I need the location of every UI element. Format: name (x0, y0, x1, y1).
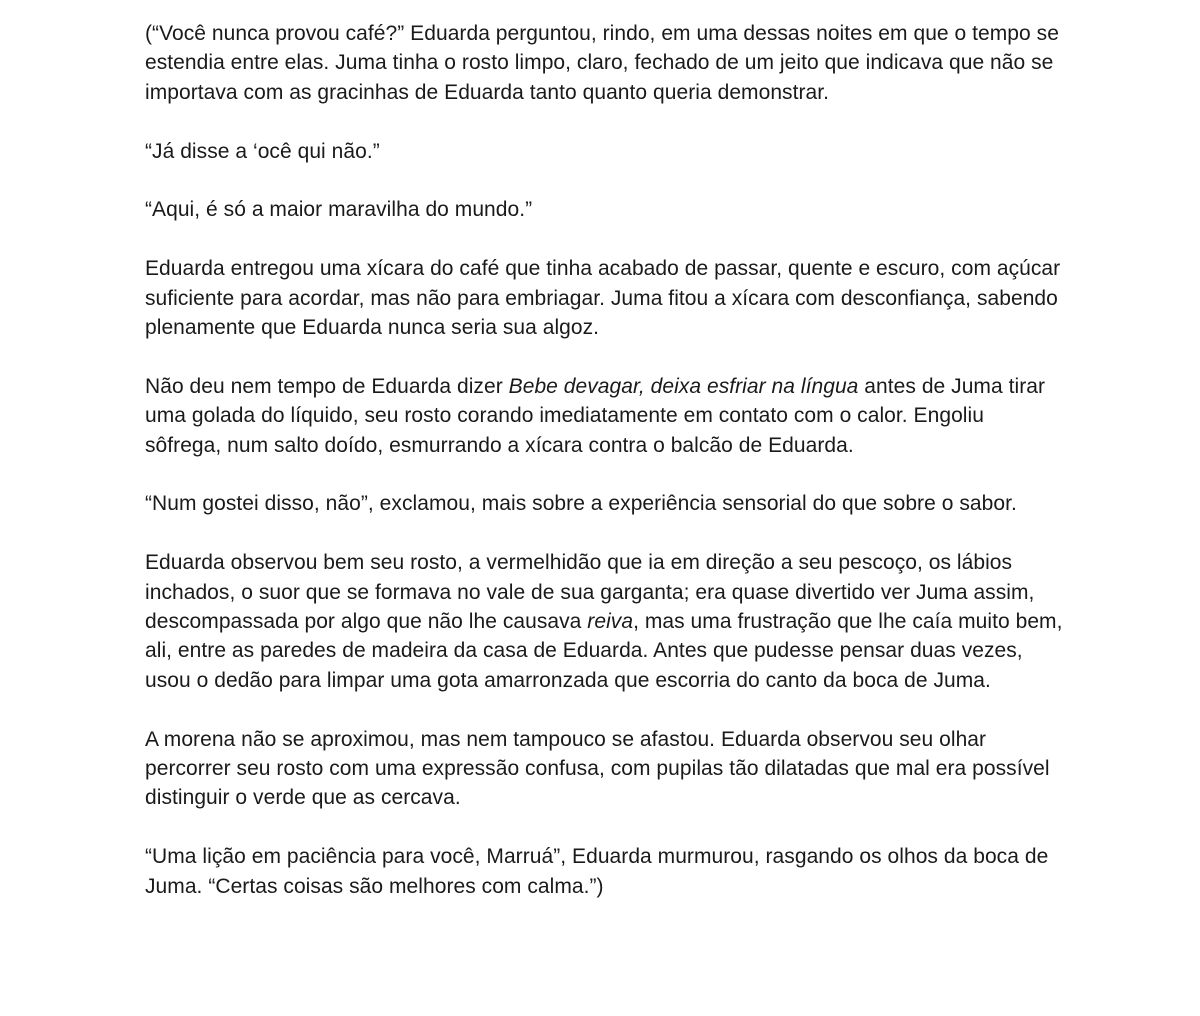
paragraph-6 (145, 489, 1065, 518)
paragraph-text: “Já disse a ‘ocê qui não.” (145, 139, 380, 163)
paragraph-text: (“Você nunca provou café?” Eduarda perguntou, rindo, em uma dessas noites em que o tempo se estendia entre elas. Juma tinha o rosto limpo, claro, fechado de um jeito que indicava que não se importava com as gracinhas de Eduarda tanto quanto queria demonstrar. (145, 22, 1059, 104)
paragraph-text: “Aqui, é só a maior maravilha do mundo.” (145, 198, 533, 222)
paragraph-text: “Num gostei disso, não”, exclamou, mais sobre a experiência sensorial do que sobre o sabor. (145, 492, 1017, 516)
paragraph-text: “Uma lição em paciência para você, Marruá”, Eduarda murmurou, rasgando os olhos da boca de Juma. “Certas coisas são melhores com calma.”) (145, 845, 1049, 898)
paragraph-8 (145, 725, 1065, 813)
italic-word: reiva (587, 610, 634, 634)
document-body (145, 19, 1065, 901)
paragraph-7 (145, 548, 1065, 695)
paragraph-5 (145, 372, 1065, 460)
paragraph-1 (145, 19, 1065, 107)
paragraph-2 (145, 137, 1065, 166)
paragraph-text: antes de Juma tirar uma golada do líquido, seu rosto corando imediatamente em contato com o calor. Engoliu sôfrega, num salto doído, esmurrando a xícara contra o balcão de Eduarda. (145, 374, 1046, 457)
paragraph-9 (145, 842, 1065, 901)
paragraph-text: , mas uma frustração que lhe caía muito bem, ali, entre as paredes de madeira da casa de Eduarda. Antes que pudesse pensar duas vezes, usou o dedão para limpar uma gota amarronzada que escorria do canto da boca de Juma. (145, 610, 1063, 692)
paragraph-text: A morena não se aproximou, mas nem tampouco se afastou. Eduarda observou seu olhar percorrer seu rosto com uma expressão confusa, com pupilas tão dilatadas que mal era possível distinguir o verde que as cercava. (145, 727, 1050, 810)
italic-phrase: Bebe devagar, deixa esfriar na língua (508, 374, 859, 398)
paragraph-text: Eduarda observou bem seu rosto, a vermelhidão que ia em direção a seu pescoço, os lábios inchados, o suor que se formava no vale de sua garganta; era quase divertido ver Juma assim, descompassada por algo que não lhe causava (145, 551, 1035, 634)
paragraph-text: Eduarda entregou uma xícara do café que tinha acabado de passar, quente e escuro, com açúcar suficiente para acordar, mas não para embriagar. Juma fitou a xícara com desconfiança, sabendo plenamente que Eduarda nunca seria sua algoz. (145, 257, 1061, 340)
paragraph-3 (145, 195, 1065, 224)
paragraph-4 (145, 254, 1065, 342)
paragraph-text: Não deu nem tempo de Eduarda dizer (145, 374, 509, 398)
